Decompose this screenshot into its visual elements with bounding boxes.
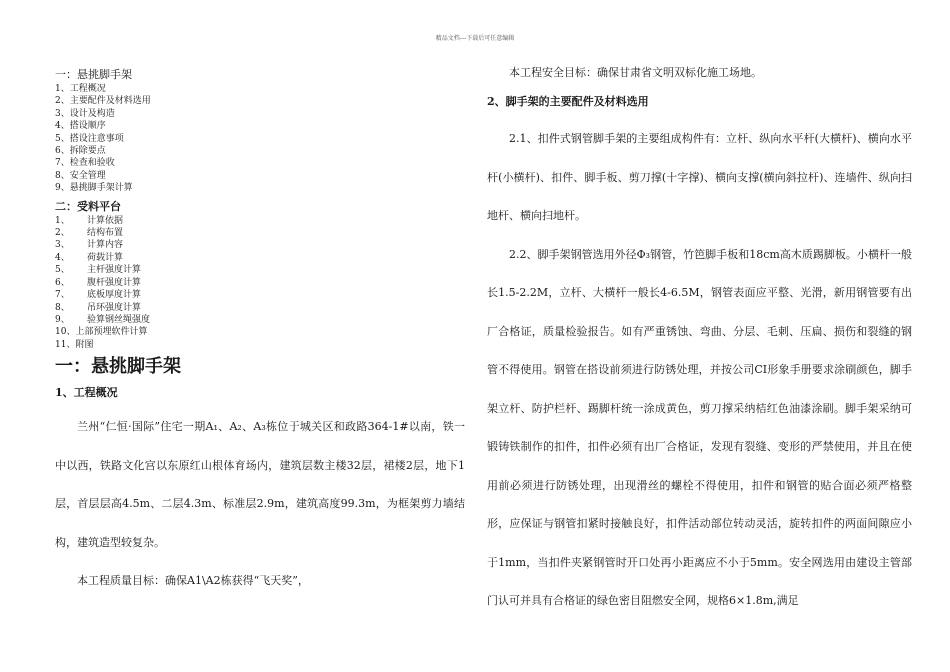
section2-paragraph: 2.1、扣件式钢管脚手架的主要组成构件有：立杆、纵向水平杆(大横杆)、横向水平杆(小横杆)、扣件、脚手板、剪刀撑(十字撑)、横向支撑(横向斜拉杆)、连墙件、纵向扫地杆、横向扫地杆。 bbox=[487, 132, 912, 222]
toc-item: 8、安全管理 bbox=[55, 170, 106, 181]
section2-paragraph: 2.2、脚手架钢管选用外径Φ₃钢管，竹笆脚手板和18cm高木质踢脚板。小横杆一般长1.5-2.2M，立杆、大横杆一般长4-6.5M，钢管表面应平整、光滑，新用钢管要有出厂合格证，质量检验报告。如有严重锈蚀、弯曲、分层、毛刺、压扁、损伤和裂缝的钢管不得使用。钢管在搭设前须进行防锈处理，并按公司CI形象手册要求涂刷颜色，脚手架立杆、防护栏杆、踢脚杆统一涂成黄色，剪刀撑采纳桔红色油漆涂刷。脚手架采纳可锻铸铁制作的扣件，扣件必须有出厂合格证，发现有裂缝、变形的严禁使用，并且在使用前必须进行防锈处理，出现滑丝的螺栓不得使用，扣件和钢管的贴合面必须严格整形，应保证与钢管扣紧时接触良好，扣件活动部位转动灵活，旋转扣件的两面间隙应小于1mm，当扣件夹紧钢管时开口处再小距离应不小于5mm。安全网选用由建设主管部门认可并具有合格证的绿色密目阻燃安全网，规格6×1.8m,满足 bbox=[487, 247, 912, 607]
section1-title: 1、工程概况 bbox=[55, 386, 118, 400]
toc-item-text: 附图 bbox=[75, 339, 94, 350]
toc-item-number: 11、 bbox=[55, 339, 76, 350]
toc-item-text: 腹杆强度计算 bbox=[87, 277, 142, 288]
toc-item bbox=[55, 277, 465, 289]
toc-item-text: 主杆强度计算 bbox=[87, 265, 142, 276]
toc-item-number: 1、 bbox=[55, 215, 70, 226]
toc-item-text: 结构布置 bbox=[87, 228, 124, 239]
main-title: 一：悬挑脚手架 bbox=[55, 356, 181, 378]
toc-item-number: 4、 bbox=[55, 252, 70, 263]
toc-item-text: 计算依据 bbox=[87, 215, 124, 226]
toc-item-number: 3、 bbox=[55, 240, 70, 251]
toc-item-number: 6、 bbox=[55, 277, 70, 288]
toc-item: 5、搭设注意事项 bbox=[55, 133, 124, 144]
toc-item-text: 荷载计算 bbox=[87, 252, 124, 263]
section1-paragraph: 兰州“仁恒·国际”住宅一期A₁、A₂、A₃栋位于城关区和政路364-1#以南，铁一中以西，铁路文化宫以东原红山根体育场内，建筑层数主楼32层，裙楼2层，地下1层，首层层高4.5m、二层4.3m、标准层2.9m，建筑高度99.3m，为框架剪力墙结构，建筑造型较复杂。 bbox=[55, 420, 465, 549]
toc-item-text: 吊环强度计算 bbox=[87, 302, 142, 313]
toc-item-number: 10、 bbox=[55, 327, 76, 338]
toc-item-text: 上部预埋软件计算 bbox=[75, 327, 148, 338]
page-header: 精品文档---下载后可任意编辑 bbox=[435, 35, 515, 42]
toc-item bbox=[55, 314, 465, 326]
section1-paragraph: 本工程质量目标：确保A1\A2栋获得“飞天奖”， bbox=[77, 574, 309, 588]
toc-item-text: 计算内容 bbox=[87, 240, 124, 251]
toc-item: 3、设计及构造 bbox=[55, 108, 115, 119]
toc-part2-title: 二：受料平台 bbox=[55, 199, 121, 213]
toc-item-number: 8、 bbox=[55, 302, 70, 313]
toc-item-number: 2、 bbox=[55, 228, 70, 239]
toc-item: 1、工程概况 bbox=[55, 84, 106, 94]
toc-item bbox=[55, 239, 465, 251]
toc-item bbox=[55, 215, 465, 227]
toc-item bbox=[55, 302, 465, 314]
toc-item: 9、悬挑脚手架计算 bbox=[55, 183, 133, 194]
toc-item: 7、检查和验收 bbox=[55, 158, 115, 169]
toc-item: 6、拆除要点 bbox=[55, 146, 106, 157]
toc-item bbox=[55, 227, 465, 239]
section2-title: 2、脚手架的主要配件及材料选用 bbox=[487, 95, 649, 108]
toc-item bbox=[55, 339, 465, 351]
toc-item-number: 5、 bbox=[55, 265, 70, 276]
left-column bbox=[55, 66, 465, 601]
toc-item-number: 7、 bbox=[55, 290, 70, 301]
toc-item: 2、主要配件及材料选用 bbox=[55, 96, 151, 107]
right-column bbox=[487, 66, 912, 621]
toc-part1-list bbox=[55, 83, 465, 195]
safety-goal-paragraph: 本工程安全目标：确保甘肃省文明双标化施工场地。 bbox=[509, 66, 762, 79]
toc-item-number: 9、 bbox=[55, 314, 70, 325]
toc-item bbox=[55, 264, 465, 276]
toc-part1-title: 一：悬挑脚手架 bbox=[55, 68, 132, 81]
toc-item bbox=[55, 289, 465, 301]
toc-item bbox=[55, 326, 465, 338]
toc-part2-list bbox=[55, 215, 465, 351]
toc-item bbox=[55, 252, 465, 264]
toc-item-text: 验算钢丝绳强度 bbox=[87, 314, 151, 325]
toc-item-text: 底板厚度计算 bbox=[87, 290, 142, 301]
toc-item: 4、搭设顺序 bbox=[55, 121, 106, 132]
